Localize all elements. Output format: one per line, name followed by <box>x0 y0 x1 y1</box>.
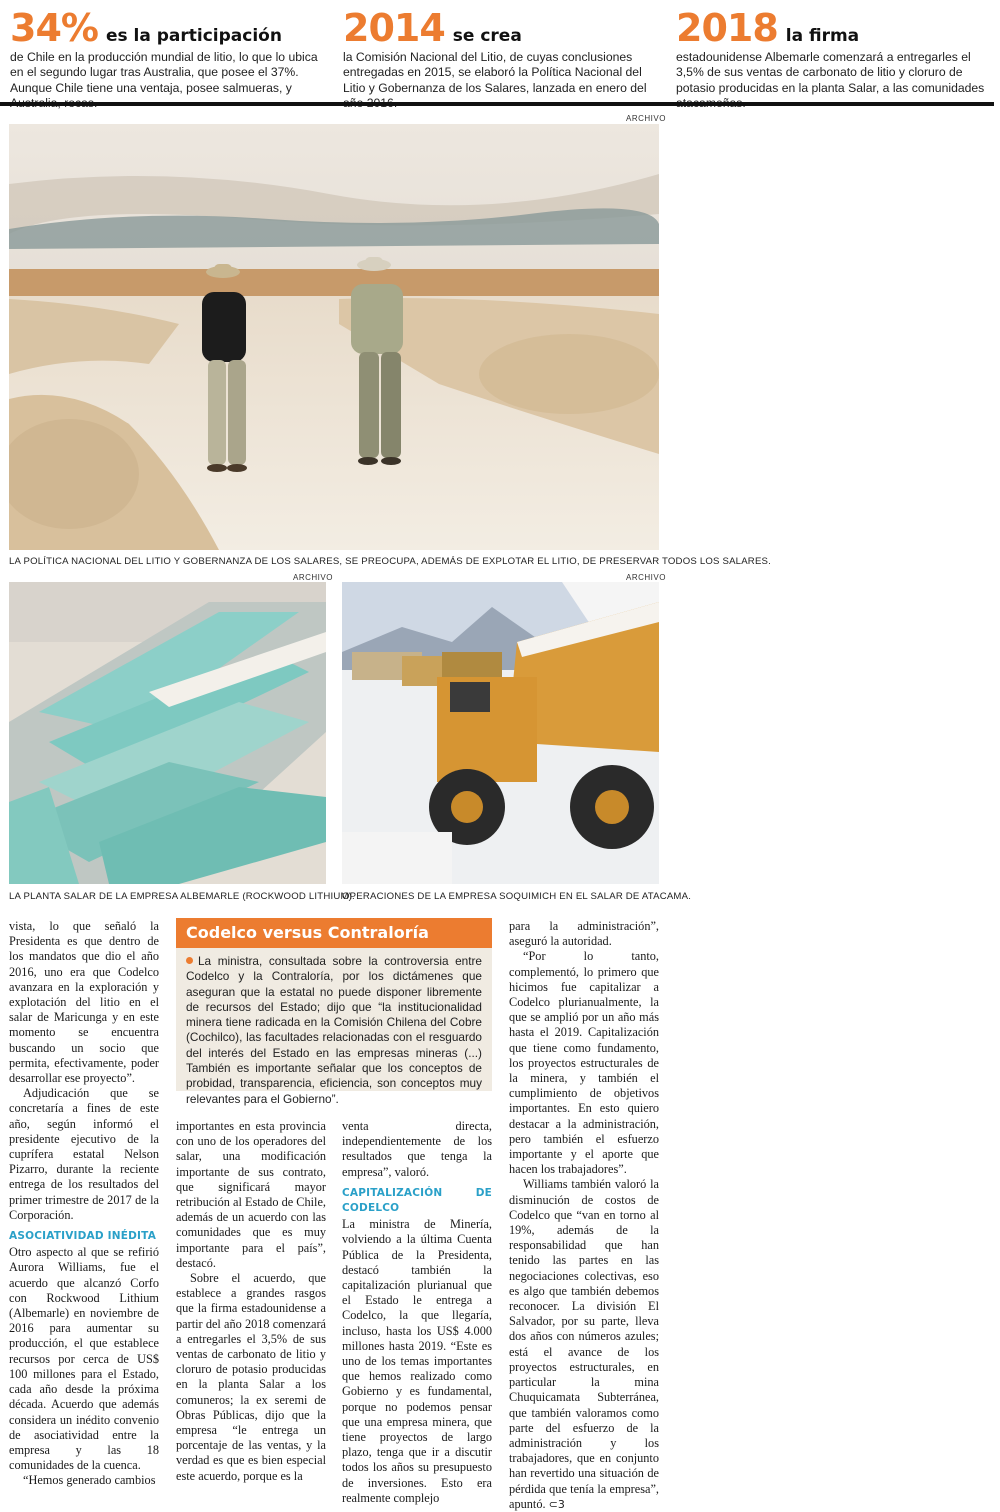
paragraph: para la administración”, aseguró la autoridad. <box>509 919 659 949</box>
bullet-dot-icon <box>186 957 193 964</box>
paragraph: “Por lo tanto, complementó, lo primero que hicimos fue capitalizar a Codelco plurianualmente, la que se amplió por un año más hasta el 2019. Capitalización que tiene como fundamento, los proyectos estructurales de la minera, y también el cumplimiento de objetivos importantes. En esto quiero destacar a la administración, pero también el esfuerzo importante y el aporte que hacen los trabajadores”. <box>509 949 659 1177</box>
right-photo-caption: OPERACIONES DE LA EMPRESA SOQUIMICH EN EL SALAR DE ATACAMA. <box>342 891 692 902</box>
main-photo-caption: LA POLÍTICA NACIONAL DEL LITIO Y GOBERNANZA DE LOS SALARES, SE PREOCUPA, ADEMÁS DE EXPLOTAR EL LITIO, DE PRESERVAR TODOS LOS SALARES. <box>9 556 772 567</box>
article-column-4 <box>509 919 659 1512</box>
fact-2018 <box>676 8 994 111</box>
paragraph: Otro aspecto al que se refirió Aurora Williams, fue el acuerdo que alcanzó Corfo con Rockwood Lithium (Albemarle) en noviembre de 2016 para aumentar su producción, el que establece recursos por cerca de US$ 100 millones para el Estado, cada año desde la próxima década. Acuerdo que además considera un inédito convenio de asociatividad entre la empresa y las 18 comunidades de la cuenca. <box>9 1245 159 1473</box>
photo-credit: ARCHIVO <box>626 573 666 582</box>
photo-credit: ARCHIVO <box>293 573 333 582</box>
fact-body: la Comisión Nacional del Litio, de cuyas conclusiones entregadas en 2015, se elaboró la Política Nacional del Litio y Gobernanza de los Salares, lanzada en enero del <box>343 50 647 95</box>
fact-body: de Chile en la producción mundial de litio, lo que lo ubica en el segundo lugar tras Australia, que posee el 37%. Aunque Chile tiene una ventaja, posee salmueras, y <box>10 50 318 95</box>
sidebar-box-codelco <box>176 918 492 1106</box>
paragraph: La ministra de Minería, volviendo a la última Cuenta Pública de la Presidenta, destacó también la capitalización plurianual que el Estado le entrega a Codelco, la que llegaría, incluso, hasta los US$ 4.000 millones hasta 2019. “Este es uno de los temas importantes que hemos realizado como Gobierno y es fundamental, porque no podemos pensar que una empresa minera, que tiene proyectos de largo plazo, tenga que ir a discutir todos los años su presupuesto de inversiones. Esto era realmente complejo <box>342 1217 492 1505</box>
albemarle-ponds-photo <box>9 582 326 884</box>
paragraph: Sobre el acuerdo, que establece a grandes rasgos que la firma estadounidense a partir del año 2018 comenzará a entregarles el 3,5% de sus ventas de carbonato de litio y cloruro de potasio producidas en la planta Salar a los comuneros; la ex seremi de Obras Públicas, dijo que la empresa “le entrega un porcentaje de las ventas, y la verdad es que es bien especial este acuerdo, porque es la <box>176 1271 326 1483</box>
soquimich-trucks-photo <box>342 582 659 884</box>
paragraph: vista, lo que señaló la Presidenta es que dentro de los mandatos que dio el año 2016, uno era que Codelco avanzara en la exploración y explotación del litio en el salar de Maricunga y en este momento se encuentra buscando un socio que permita, efectivamente, poder desarrollar ese proyecto”. <box>9 919 159 1086</box>
fact-34-percent <box>10 8 328 111</box>
fact-number: 2018 <box>676 6 778 50</box>
subheading: CAPITALIZACIÓN DE CODELCO <box>342 1186 492 1215</box>
article-column-1 <box>9 919 159 1489</box>
fact-lead: la firma <box>785 26 860 46</box>
key-facts-strip <box>0 0 994 104</box>
salar-walkers-photo <box>9 124 659 550</box>
paragraph: “Hemos generado cambios <box>23 1473 156 1488</box>
sidebar-box-title: Codelco versus Contraloría <box>176 918 492 948</box>
fact-lead: se crea <box>452 26 522 46</box>
left-photo-caption: LA PLANTA SALAR DE LA EMPRESA ALBEMARLE (ROCKWOOD LITHIUM). <box>9 891 355 902</box>
fact-body: estadounidense Albemarle comenzará a entregarles el 3,5% de sus ventas de carbonato de litio y cloruro de potasio producidas en la planta Salar, a las comunidades <box>676 50 985 95</box>
sidebar-box-body <box>176 948 492 1107</box>
paragraph: importantes en esta provincia con uno de los operadores del salar, una modificación importante de sus contrato, que significará mayor retribución al Estado de Chile, además de un acuerdo con las comunidades que es muy importante para el país”, destacó. <box>176 1119 326 1270</box>
section-divider <box>0 102 994 106</box>
paragraph <box>509 1177 659 1511</box>
paragraph-text: Williams también valoró la disminución de costos de Codelco que “van en torno al 19%, además de la responsabilidad que han tenido las partes en las negociaciones colectivas, eso es algo que también debemos reconocer. La división El Salvador, por su parte, lleva dos años con números azules; está el avance de los proyectos estructurales, en particular la mina Chuquicamata Subterránea, que también valoramos como parte del esfuerzo de la administración y los trabajadores, que en conjunto han revertido una situación de pérdida que tenía la empresa”, apuntó. <box>509 1177 659 1511</box>
article-column-3 <box>342 1119 492 1506</box>
fact-number: 2014 <box>343 6 445 50</box>
subheading: ASOCIATIVIDAD INÉDITA <box>9 1230 157 1243</box>
fact-number: 34% <box>10 6 98 50</box>
sidebar-box-text: La ministra, consultada sobre la controversia entre Codelco y la Contraloría, por los dictámenes que aseguran que la estatal no puede disponer libremente de recursos del Estado; dijo que “la institucionalidad minera tiene radicada en la Comisión Chilena del Cobre (Cochilco), las facultades relacionadas con el resguardo del interés del Estado en las empresas mineras (...) También es importante señalar que los conceptos de probidad, transparencia, eficiencia, son conceptos muy relevantes para el Gobierno”. <box>186 954 482 1106</box>
fact-lead: es la participación <box>105 26 282 46</box>
end-mark-icon: ⊂3 <box>548 1497 565 1511</box>
paragraph: venta directa, independientemente de los resultados que tenga la empresa”, valoró. <box>342 1119 492 1179</box>
article-column-2 <box>176 1119 326 1484</box>
photo-credit: ARCHIVO <box>626 114 666 123</box>
paragraph: Adjudicación que se concretaría a fines de este año, según informó el presidente ejecutivo de la cuprífera estatal Nelson Pizarro, durante la reciente entrega de los resultados del primer trimestre de 2017 de la Corporación. <box>9 1086 159 1222</box>
fact-2014 <box>343 8 661 111</box>
